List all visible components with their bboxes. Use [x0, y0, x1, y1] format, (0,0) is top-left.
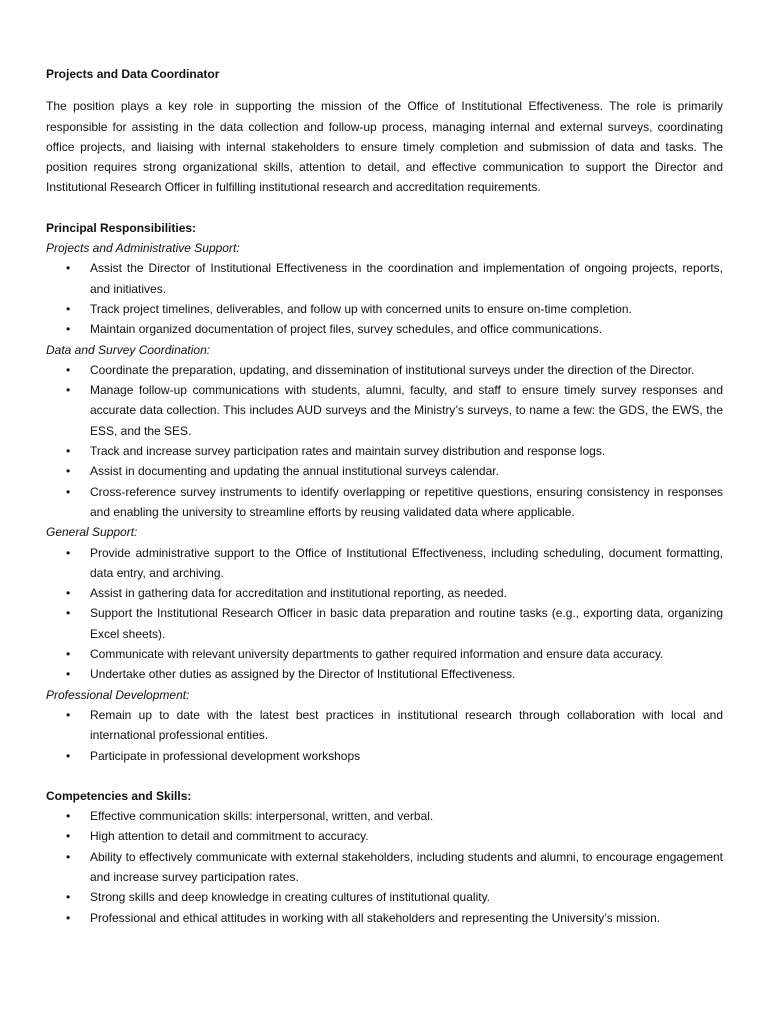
bullet-icon: • — [66, 606, 71, 621]
list-competencies — [46, 806, 723, 928]
list-item — [46, 543, 723, 584]
list-item-text: Communicate with relevant university departments to gather required information and ensure data accuracy. — [90, 647, 664, 662]
list-item — [46, 380, 723, 441]
list-item — [46, 847, 723, 888]
list-item — [46, 705, 723, 746]
list-item-text: Cross-reference survey instruments to identify overlapping or repetitive questions, ensuring consistency in responses and enabling the university to streamline efforts by reusing validated data where applicable. — [90, 484, 723, 519]
list-item — [46, 806, 723, 826]
list-item-text: Track project timelines, deliverables, and follow up with concerned units to ensure on-time completion. — [90, 301, 632, 316]
bullet-icon: • — [66, 322, 71, 337]
list-item — [46, 360, 723, 380]
bullet-icon: • — [66, 444, 71, 459]
list-item — [46, 299, 723, 319]
subheading-projects-admin: Projects and Administrative Support: — [46, 241, 240, 256]
list-item — [46, 583, 723, 603]
list-item-text: Remain up to date with the latest best practices in institutional research through collaboration with local and international professional entities. — [90, 707, 723, 743]
list-item — [46, 887, 723, 907]
bullet-icon: • — [66, 362, 71, 377]
list-item — [46, 461, 723, 481]
list-item — [46, 664, 723, 684]
list-general-support — [46, 543, 723, 685]
bullet-icon: • — [66, 301, 71, 316]
intro-paragraph: The position plays a key role in supporting the mission of the Office of Institutional Effectiveness. The role is primarily responsible for assisting in the data collection and follow-up process, managing internal and external surveys, coordinating office projects, and liaising with internal stakeholders to ensure timely completion and submission of data and tasks. The position requires strong organizational skills, attention to detail, and effective communication to support the Director and Institutional Research Officer in fulfilling institutional research and accreditation requirements. — [46, 99, 723, 195]
list-professional-development — [46, 705, 723, 766]
list-item — [46, 603, 723, 644]
list-data-survey — [46, 360, 723, 522]
list-item-text: Manage follow-up communications with students, alumni, faculty, and staff to ensure timely survey responses and accurate data collection. This includes AUD surveys and the Ministry’s surveys, to name a few: the GDS, the EWS, the ESS, and the SES. — [90, 383, 723, 438]
list-item-text: Coordinate the preparation, updating, and dissemination of institutional surveys under the direction of the Director. — [90, 362, 695, 377]
list-item-text: Track and increase survey participation rates and maintain survey distribution and response logs. — [90, 444, 606, 459]
bullet-icon: • — [66, 910, 71, 925]
subheading-data-survey: Data and Survey Coordination: — [46, 342, 211, 357]
list-item-text: Maintain organized documentation of project files, survey schedules, and office communications. — [90, 322, 603, 337]
bullet-icon: • — [66, 667, 71, 682]
bullet-icon: • — [66, 809, 71, 824]
list-item-text: Assist in gathering data for accreditation and institutional reporting, as needed. — [90, 586, 507, 601]
list-item-text: Ability to effectively communicate with external stakeholders, including students and alumni, to encourage engagement and increase survey participation rates. — [90, 849, 723, 884]
bullet-icon: • — [66, 647, 71, 662]
bullet-icon: • — [66, 829, 71, 844]
bullet-icon: • — [66, 890, 71, 905]
bullet-icon: • — [66, 261, 71, 276]
document-page — [46, 64, 723, 928]
bullet-icon: • — [66, 707, 71, 722]
list-item — [46, 908, 723, 928]
list-item-text: Assist the Director of Institutional Effectiveness in the coordination and implementation of ongoing projects, reports, and initiatives. — [90, 261, 723, 296]
list-item-text: Provide administrative support to the Office of Institutional Effectiveness, including scheduling, document formatting, data entry, and archiving. — [90, 545, 723, 580]
list-item-text: Professional and ethical attitudes in working with all stakeholders and representing the University’s mission. — [90, 910, 661, 925]
list-projects-admin — [46, 258, 723, 339]
list-item — [46, 258, 723, 299]
list-item-text: Effective communication skills: interpersonal, written, and verbal. — [90, 809, 434, 824]
bullet-icon: • — [66, 748, 71, 763]
subheading-professional-development: Professional Development: — [46, 687, 190, 702]
list-item-text: Undertake other duties as assigned by the Director of Institutional Effectiveness. — [90, 667, 516, 682]
document-title: Projects and Data Coordinator — [46, 67, 220, 81]
responsibilities-heading: Principal Responsibilities: — [46, 220, 197, 235]
list-item-text: Strong skills and deep knowledge in creating cultures of institutional quality. — [90, 890, 491, 905]
list-item — [46, 482, 723, 523]
list-item-text: High attention to detail and commitment to accuracy. — [90, 829, 369, 844]
list-item — [46, 319, 723, 339]
bullet-icon: • — [66, 849, 71, 864]
list-item-text: Assist in documenting and updating the annual institutional surveys calendar. — [90, 464, 499, 479]
list-item — [46, 746, 723, 766]
list-item — [46, 441, 723, 461]
subheading-general-support: General Support: — [46, 525, 138, 540]
list-item-text: Participate in professional development workshops — [90, 748, 361, 763]
bullet-icon: • — [66, 484, 71, 499]
list-item — [46, 826, 723, 846]
competencies-heading: Competencies and Skills: — [46, 788, 192, 803]
bullet-icon: • — [66, 464, 71, 479]
bullet-icon: • — [66, 545, 71, 560]
list-item-text: Support the Institutional Research Officer in basic data preparation and routine tasks (e.g., exporting data, organizing Excel sheets). — [90, 606, 723, 641]
list-item — [46, 644, 723, 664]
bullet-icon: • — [66, 586, 71, 601]
bullet-icon: • — [66, 383, 71, 398]
